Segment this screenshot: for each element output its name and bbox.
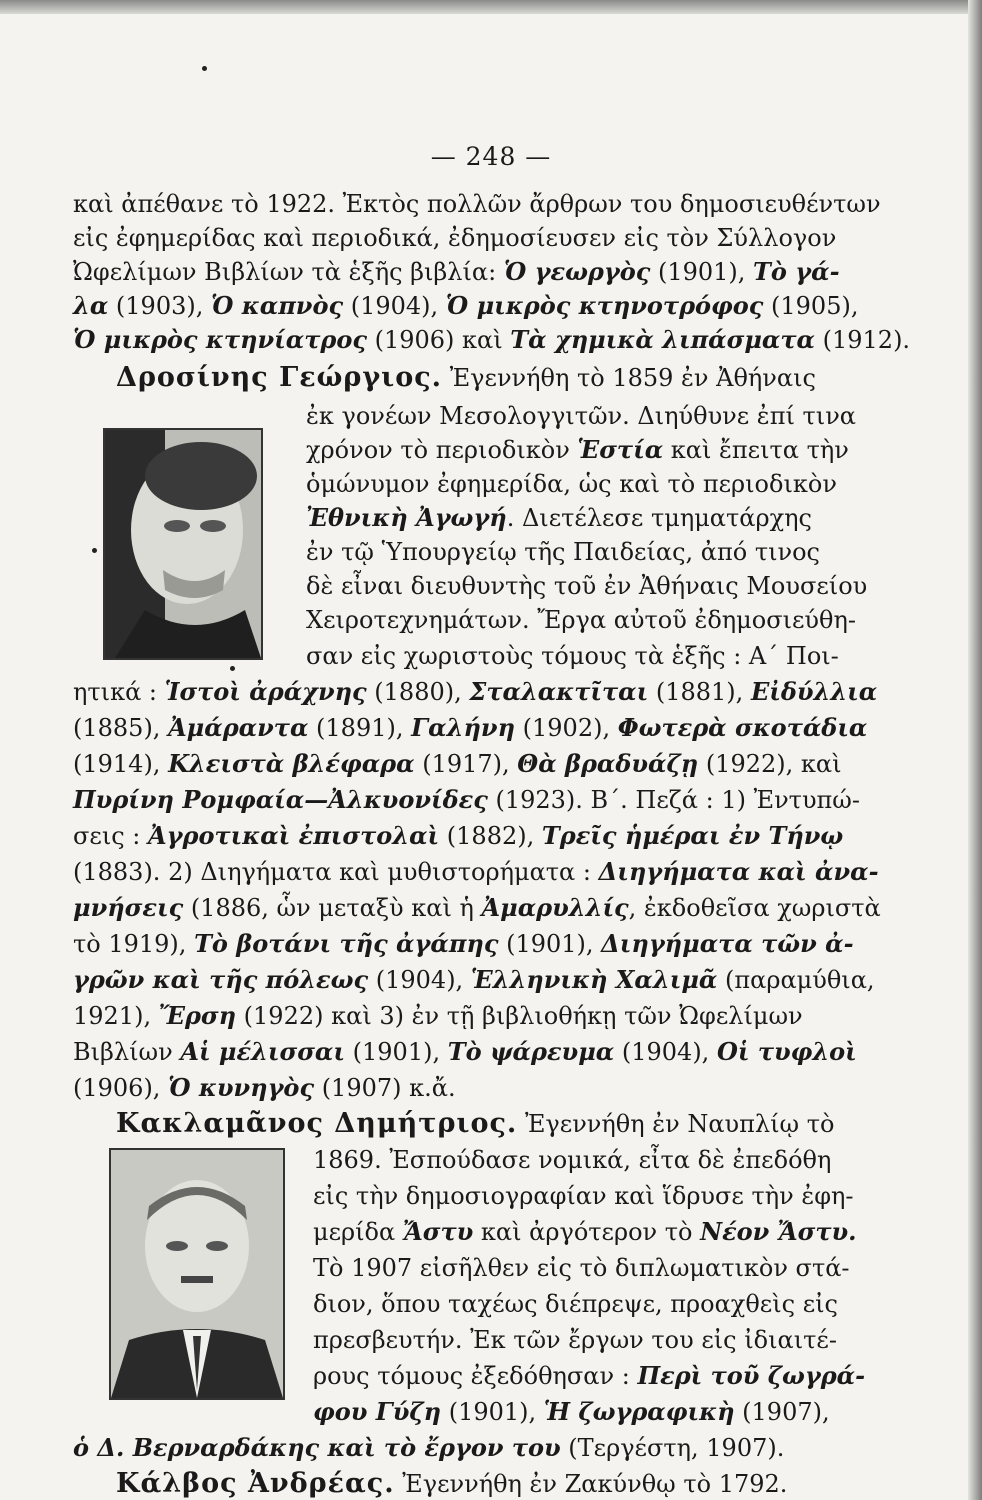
text-line: 1869. Ἐσπούδασε νομικά, εἶτα δὲ ἐπεδόθη xyxy=(313,1146,832,1174)
text-line: ὁ Δ. Βερναρδάκης καὶ τὸ ἔργον του (Τεργέστη, 1907). xyxy=(73,1433,785,1462)
text-line: δὲ εἶναι διευθυντὴς τοῦ ἐν Ἀθήναις Μουσείου xyxy=(306,572,868,600)
text-line: Τὸ 1907 εἰσῆλθεν εἰς τὸ διπλωματικὸν στά- xyxy=(313,1254,850,1282)
text-line: εἰς τὴν δημοσιογραφίαν καὶ ἵδρυσε τὴν ἐφη- xyxy=(313,1182,854,1210)
text-line: τὸ 1919), Τὸ βοτάνι τῆς ἀγάπης (1901), Διηγήματα τῶν ἀ- xyxy=(73,929,854,958)
text-line: (1906), Ὁ κυνηγὸς (1907) κ.ἄ. xyxy=(73,1073,456,1102)
text-line: ητικά : Ἱστοὶ ἀράχνης (1880), Σταλακτῖται (1881), Εἰδύλλια xyxy=(73,677,878,706)
text-line: χρόνον τὸ περιοδικὸν Ἑστία καὶ ἔπειτα τὴν xyxy=(306,435,849,464)
page-number: — 248 — xyxy=(430,142,552,171)
page-edge-right xyxy=(968,0,982,1500)
text-line: διον, ὅπου ταχέως διέπρεψε, προαχθεὶς εἰς xyxy=(313,1290,838,1318)
entry-heading-kalvos: Κάλβος Ἀνδρέας. Ἐγεννήθη ἐν Ζακύνθῳ τὸ 1792. xyxy=(116,1468,788,1499)
entry-heading-drosinis: Δροσίνης Γεώργιος. Ἐγεννήθη τὸ 1859 ἐν Ἀθήναις xyxy=(116,362,816,393)
text-line: πρεσβευτήν. Ἐκ τῶν ἔργων του εἰς ἰδιαιτέ- xyxy=(313,1326,837,1354)
text-line: Χειροτεχνημάτων. Ἔργα αὐτοῦ ἐδημοσιεύθη- xyxy=(306,606,856,634)
text-line: ρους τόμους ἐξεδόθησαν : Περὶ τοῦ ζωγρά- xyxy=(313,1361,866,1390)
text-line: μερίδα Ἄστυ καὶ ἀργότερον τὸ Νέον Ἄστυ. xyxy=(313,1217,857,1246)
text-line: μνήσεις (1886, ὧν μεταξὺ καὶ ἡ Ἀμαρυλλίς, ἐκδοθεῖσα χωριστὰ xyxy=(73,893,881,922)
text-line: Ἐθνικὴ Ἀγωγή. Διετέλεσε τμηματάρχης xyxy=(306,503,812,532)
portrait-drosinis xyxy=(103,428,263,660)
text-line: Βιβλίων Αἱ μέλισσαι (1901), Τὸ ψάρευμα (1904), Οἱ τυφλοὶ xyxy=(73,1037,857,1066)
text-line: καὶ ἀπέθανε τὸ 1922. Ἐκτὸς πολλῶν ἄρθρων του δημοσιευθέντων xyxy=(73,190,881,218)
text-line: (1885), Ἀμάραντα (1891), Γαλήνη (1902), Φωτερὰ σκοτάδια xyxy=(73,713,868,742)
print-speck xyxy=(92,548,97,553)
text-line: Πυρίνη Ρομφαία—Ἀλκυονίδες (1923). Β΄. Πεζά : 1) Ἐντυπώ- xyxy=(73,785,860,814)
text-line: 1921), Ἔρση (1922) καὶ 3) ἐν τῇ βιβλιοθήκῃ τῶν Ὠφελίμων xyxy=(73,1001,803,1030)
text-line: σαν εἰς χωριστοὺς τόμους τὰ ἑξῆς : Α΄ Ποι- xyxy=(306,642,839,670)
text-line: ἐκ γονέων Μεσολογγιτῶν. Διηύθυνε ἐπί τινα xyxy=(306,402,856,430)
entry-heading-kaklamanos: Κακλαμᾶνος Δημήτριος. Ἐγεννήθη ἐν Ναυπλίῳ τὸ xyxy=(116,1108,835,1139)
text-line: γρῶν καὶ τῆς πόλεως (1904), Ἑλληνικὴ Χαλιμᾶ (παραμύθια, xyxy=(73,965,875,994)
text-line: Ὠφελίμων Βιβλίων τὰ ἑξῆς βιβλία: Ὁ γεωργὸς (1901), Τὸ γά- xyxy=(73,257,840,286)
text-line: σεις : Ἀγροτικαὶ ἐπιστολαὶ (1882), Τρεῖς ἡμέραι ἐν Τήνῳ xyxy=(73,821,844,850)
text-line: Ὁ μικρὸς κτηνίατρος (1906) καὶ Τὰ χημικὰ λιπάσματα (1912). xyxy=(73,325,911,354)
portrait-kaklamanos xyxy=(109,1148,285,1400)
text-line: ἐν τῷ Ὑπουργείῳ τῆς Παιδείας, ἀπό τινος xyxy=(306,538,820,566)
text-line: (1883). 2) Διηγήματα καὶ μυθιστορήματα : Διηγήματα καὶ ἀνα- xyxy=(73,857,879,886)
page-edge-top xyxy=(0,0,982,14)
text-line: (1914), Κλειστὰ βλέφαρα (1917), Θὰ βραδυάζῃ (1922), καὶ xyxy=(73,749,842,778)
text-line: φου Γύζη (1901), Ἡ ζωγραφικὴ (1907), xyxy=(313,1397,830,1426)
text-line: εἰς ἐφημερίδας καὶ περιοδικά, ἐδημοσίευσεν εἰς τὸν Σύλλογον xyxy=(73,224,837,252)
text-line: λα (1903), Ὁ καπνὸς (1904), Ὁ μικρὸς κτηνοτρόφος (1905), xyxy=(73,291,859,320)
text-line: ὁμώνυμον ἐφημερίδα, ὡς καὶ τὸ περιοδικὸν xyxy=(306,470,837,498)
print-speck xyxy=(202,66,207,71)
print-speck xyxy=(230,666,235,671)
